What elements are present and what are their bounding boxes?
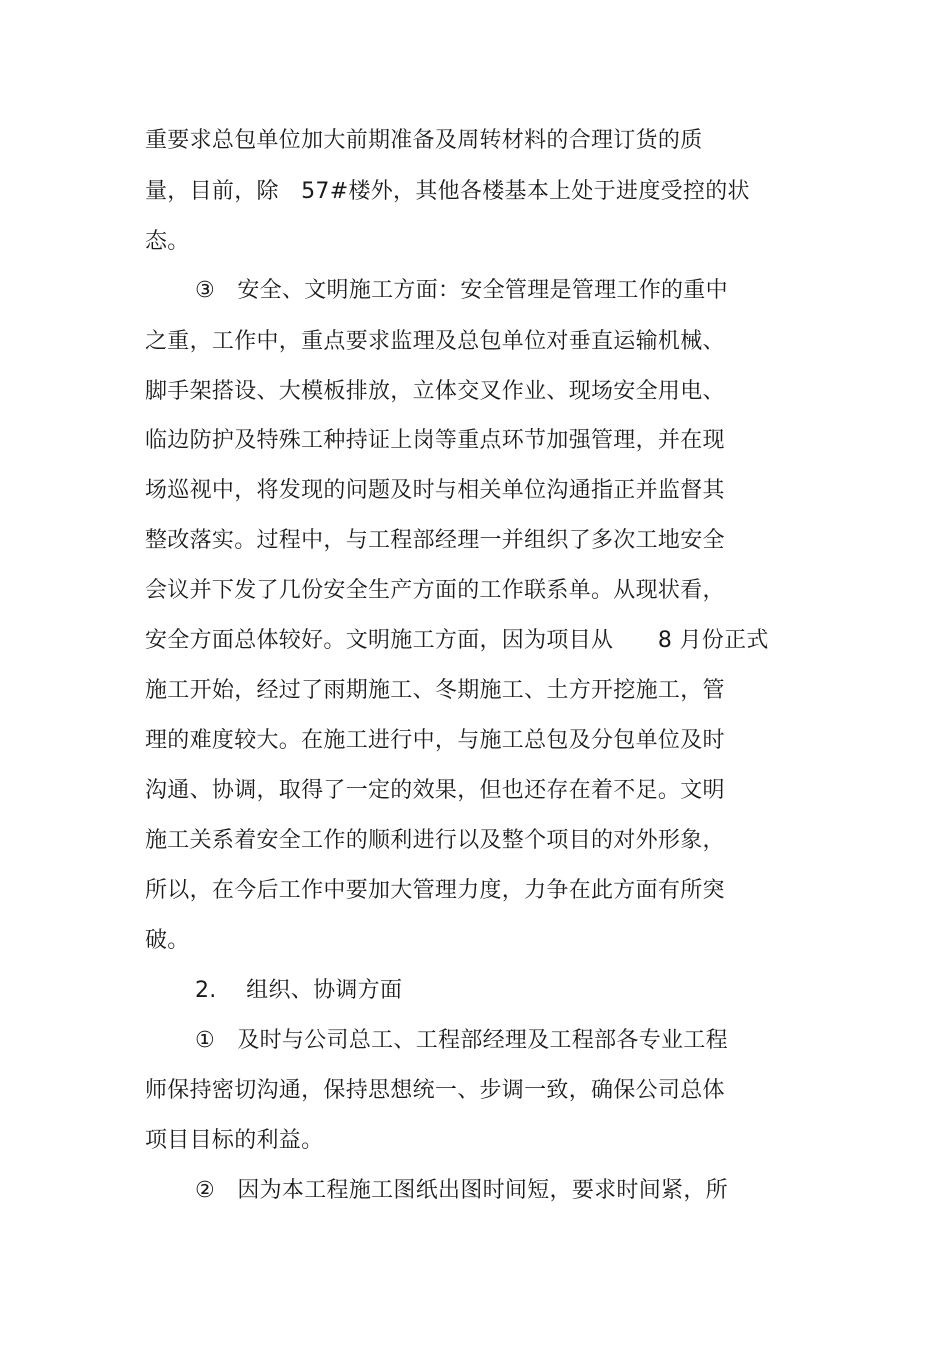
text-line: 沟通、协调，取得了一定的效果，但也还存在着不足。文明 [145,778,725,803]
text-line: 临边防护及特殊工种持证上岗等重点环节加强管理，并在现 [145,428,725,453]
text-line: 破。 [145,928,190,953]
section-heading: 2. 组织、协调方面 [195,978,403,1003]
text-line: ② 因为本工程施工图纸出图时间短，要求时间紧，所 [195,1178,728,1203]
text-line: ① 及时与公司总工、工程部经理及工程部各专业工程 [195,1028,728,1053]
text-line: 理的难度较大。在施工进行中，与施工总包及分包单位及时 [145,728,725,753]
text-line: 场巡视中，将发现的问题及时与相关单位沟通指正并监督其 [145,478,725,503]
text-line: 所以，在今后工作中要加大管理力度，力争在此方面有所突 [145,878,725,903]
text-line: 施工开始，经过了雨期施工、冬期施工、土方开挖施工，管 [145,678,725,703]
text-line: 重要求总包单位加大前期准备及周转材料的合理订货的质 [145,128,703,153]
text-line: 项目目标的利益。 [145,1128,324,1153]
text-line: 量，目前，除 57#楼外，其他各楼基本上处于进度受控的状 [145,179,750,204]
text-line: ③ 安全、文明施工方面：安全管理是管理工作的重中 [195,278,728,303]
text-line: 安全方面总体较好。文明施工方面，因为项目从 8 月份正式 [145,628,769,653]
text-line: 会议并下发了几份安全生产方面的工作联系单。从现状看， [145,578,725,603]
text-line: 态。 [145,229,190,254]
text-line: 脚手架搭设、大模板排放，立体交叉作业、现场安全用电、 [145,379,725,404]
text-line: 之重，工作中，重点要求监理及总包单位对垂直运输机械、 [145,329,725,354]
text-line: 师保持密切沟通，保持思想统一、步调一致，确保公司总体 [145,1078,725,1103]
text-line: 整改落实。过程中，与工程部经理一并组织了多次工地安全 [145,528,725,553]
text-line: 施工关系着安全工作的顺利进行以及整个项目的对外形象， [145,828,725,853]
